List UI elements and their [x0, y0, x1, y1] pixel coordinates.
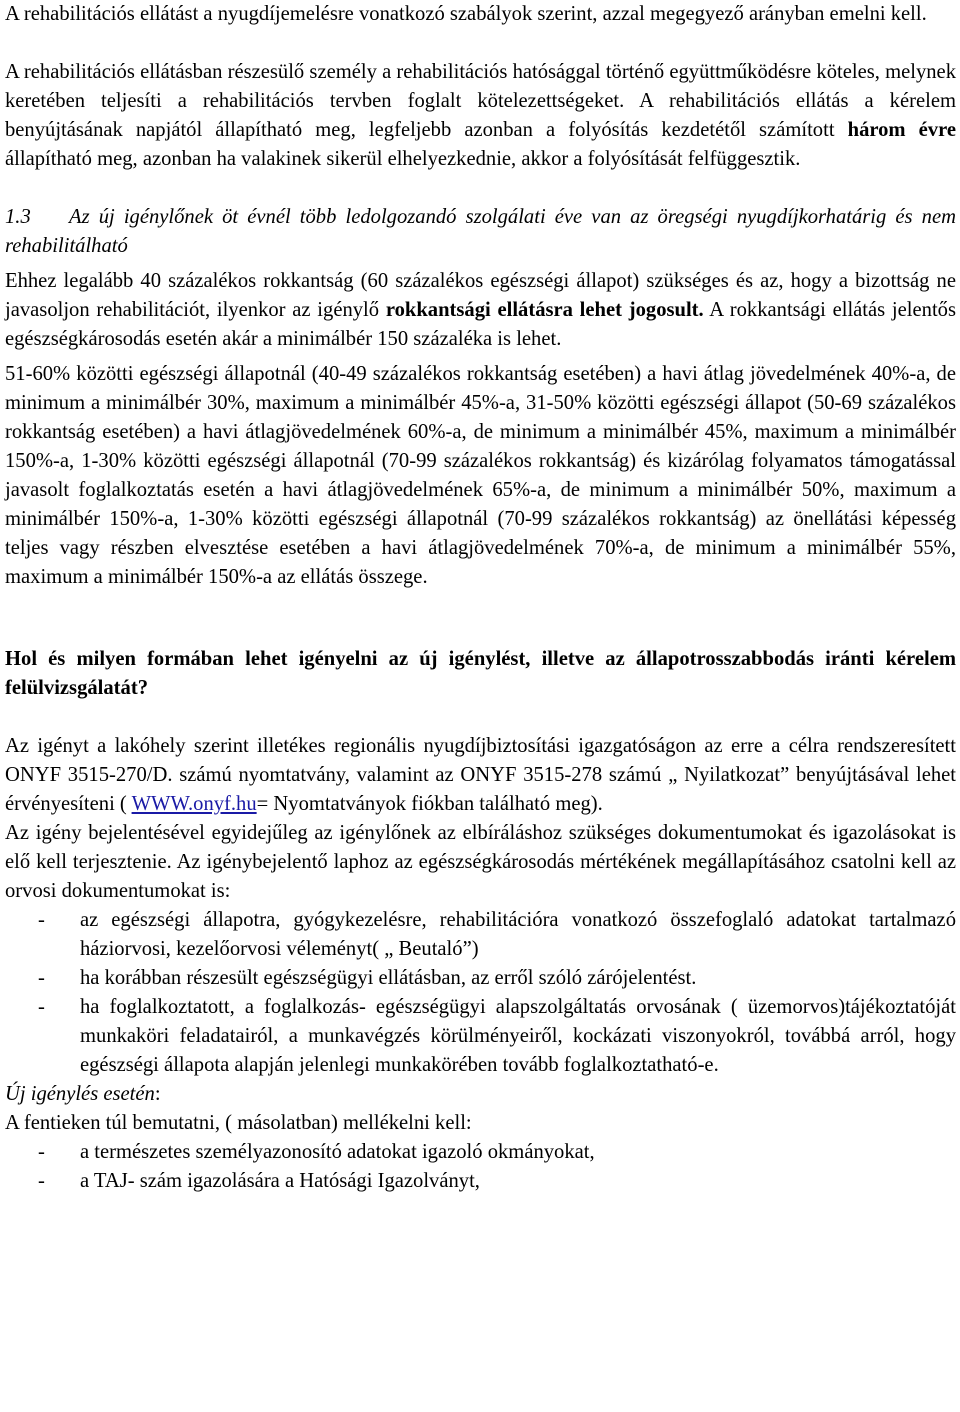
list-item-text: az egészségi állapotra, gyógykezelésre, rehabilitációra vonatkozó összefoglaló adatokat tartalmazó háziorvosi, kezelőorvosi véleményt( „ Beutaló”) — [80, 909, 956, 960]
subheading-italic: Új igénylés esetén — [5, 1083, 155, 1105]
paragraph-benefit-amounts: 51-60% közötti egészségi állapotnál (40-49 százalékos rokkantság esetében) a havi átlag jövedelmének 40%-a, de minimum a minimálbér 30%, maximum a minimálbér 45%-a, 31-50% közötti egészségi állapot (50-69 százalékos rokkantság esetében) a havi átlagjövedelmének 60%-a, de minimum a minimálbér 45%, maximum a minimálbér 150%-a, 1-30% közötti egészségi állapotnál (70-99 százalékos rokkantság) és kizárólag folyamatos támogatással javasolt foglalkoztatás esetén a havi átlagjövedelmének 65%-a, de minimum a minimálbér 50%, maximum a minimálbér 150%-a, 1-30% közötti egészségi állapotnál (70-99 százalékos rokkantság) az önellátási képesség teljes vagy részben elvesztése esetében a havi átlagjövedelmének 70%-a, de minimum a minimálbér 55%, maximum a minimálbér 150%-a az ellátás összege. — [5, 363, 956, 588]
list-item-text: ha korábban részesült egészségügyi ellátásban, az erről szóló zárójelentést. — [80, 967, 697, 989]
identity-documents-list — [5, 1138, 956, 1196]
list-item — [5, 964, 956, 993]
paragraph-disability-requirements — [5, 267, 956, 354]
paragraph-rehab-text-a: A rehabilitációs ellátásban részesülő személy a rehabilitációs hatósággal történő együttműködésre köteles, melynek keretében teljesíti a rehabilitációs tervben foglalt kötelezettségeket. A rehabilitációs ellátás a kérelem benyújtásának napjától állapítható meg, legfeljebb azonban a folyósítás kezdetétől számított — [5, 61, 956, 141]
paragraph-pension-increase: A rehabilitációs ellátást a nyugdíjemelésre vonatkozó szabályok szerint, azzal megegyező arányban emelni kell. — [5, 3, 927, 25]
paragraph-disability-bold: rokkantsági ellátásra lehet jogosult. — [385, 299, 704, 321]
paragraph-rehab-text-c: állapítható meg, azonban ha valakinek sikerül elhelyezkednie, akkor a folyósítását felfüggesztik. — [5, 148, 801, 170]
new-application-subheading — [5, 1080, 956, 1109]
paragraph-apply-text-c: = Nyomtatványok fiókban található meg). — [256, 793, 603, 815]
section-title: Az új igénylőnek öt évnél több ledolgozandó szolgálati éve van az öregségi nyugdíjkorhatárig és nem rehabilitálható — [5, 206, 956, 257]
list-item-text: a TAJ- szám igazolására a Hatósági Igazolványt, — [80, 1170, 480, 1192]
paragraph-rehab-bold: három évre — [847, 119, 956, 141]
list-item-text: a természetes személyazonosító adatokat igazoló okmányokat, — [80, 1141, 595, 1163]
list-dash: - — [38, 967, 45, 989]
list-dash: - — [38, 1170, 45, 1192]
section-heading-1-3 — [5, 203, 956, 261]
paragraph-disability-text-a: Ehhez legalább 40 százalékos rokkantság (60 százalékos egészségi állapot) szükséges és az, hogy a bizottság ne javasoljon rehabilitációt, ilyenkor az igénylő — [5, 270, 956, 321]
section-number: 1.3 — [5, 206, 31, 228]
medical-documents-list — [5, 906, 956, 1080]
onyf-website-link[interactable]: WWW.onyf.hu — [131, 793, 257, 815]
subheading-suffix: : — [154, 1083, 161, 1105]
list-dash: - — [38, 996, 45, 1018]
list-dash: - — [38, 909, 45, 931]
paragraph-apply-text-a: Az igényt a lakóhely szerint illetékes regionális nyugdíjbiztosítási igazgatóságon az erre a célra rendszeresített ONYF 3515-270/D. számú nyomtatvány, valamint az ONYF 3515-278 számú „ Nyilatkozat” benyújtásával lehet érvényesíteni ( — [5, 735, 956, 815]
paragraph-documents-required: Az igény bejelentésével egyidejűleg az igénylőnek az elbíráláshoz szükséges dokumentumokat és igazolásokat is elő kell terjesztenie. Az igénybejelentő laphoz az egészségkárosodás mértékének megállapításához csatolni kell az orvosi dokumentumokat is: — [5, 822, 956, 902]
paragraph-where-to-apply — [5, 732, 956, 819]
list-dash: - — [38, 1141, 45, 1163]
list-item — [5, 906, 956, 964]
list-item — [5, 993, 956, 1080]
paragraph-rehab-obligations — [5, 58, 956, 174]
question-heading: Hol és milyen formában lehet igényelni az új igénylést, illetve az állapotrosszabbodás iránti kérelem felülvizsgálatát? — [5, 648, 956, 699]
paragraph-attach-copies: A fentieken túl bemutatni, ( másolatban) mellékelni kell: — [5, 1112, 472, 1134]
list-item-text: ha foglalkoztatott, a foglalkozás- egészségügyi alapszolgáltatás orvosának ( üzemorvos)tájékoztatóját munkaköri feladatairól, a munkavégzés körülményeiről, kockázati viszonyokról, továbbá arról, hogy egészségi állapota alapján jelenlegi munkakörében tovább foglalkoztatható-e. — [80, 996, 956, 1076]
list-item — [5, 1138, 956, 1167]
paragraph-disability-text-c: A rokkantsági ellátás jelentős egészségkárosodás esetén akár a minimálbér 150 százaléka is lehet. — [5, 299, 956, 350]
list-item — [5, 1167, 956, 1196]
